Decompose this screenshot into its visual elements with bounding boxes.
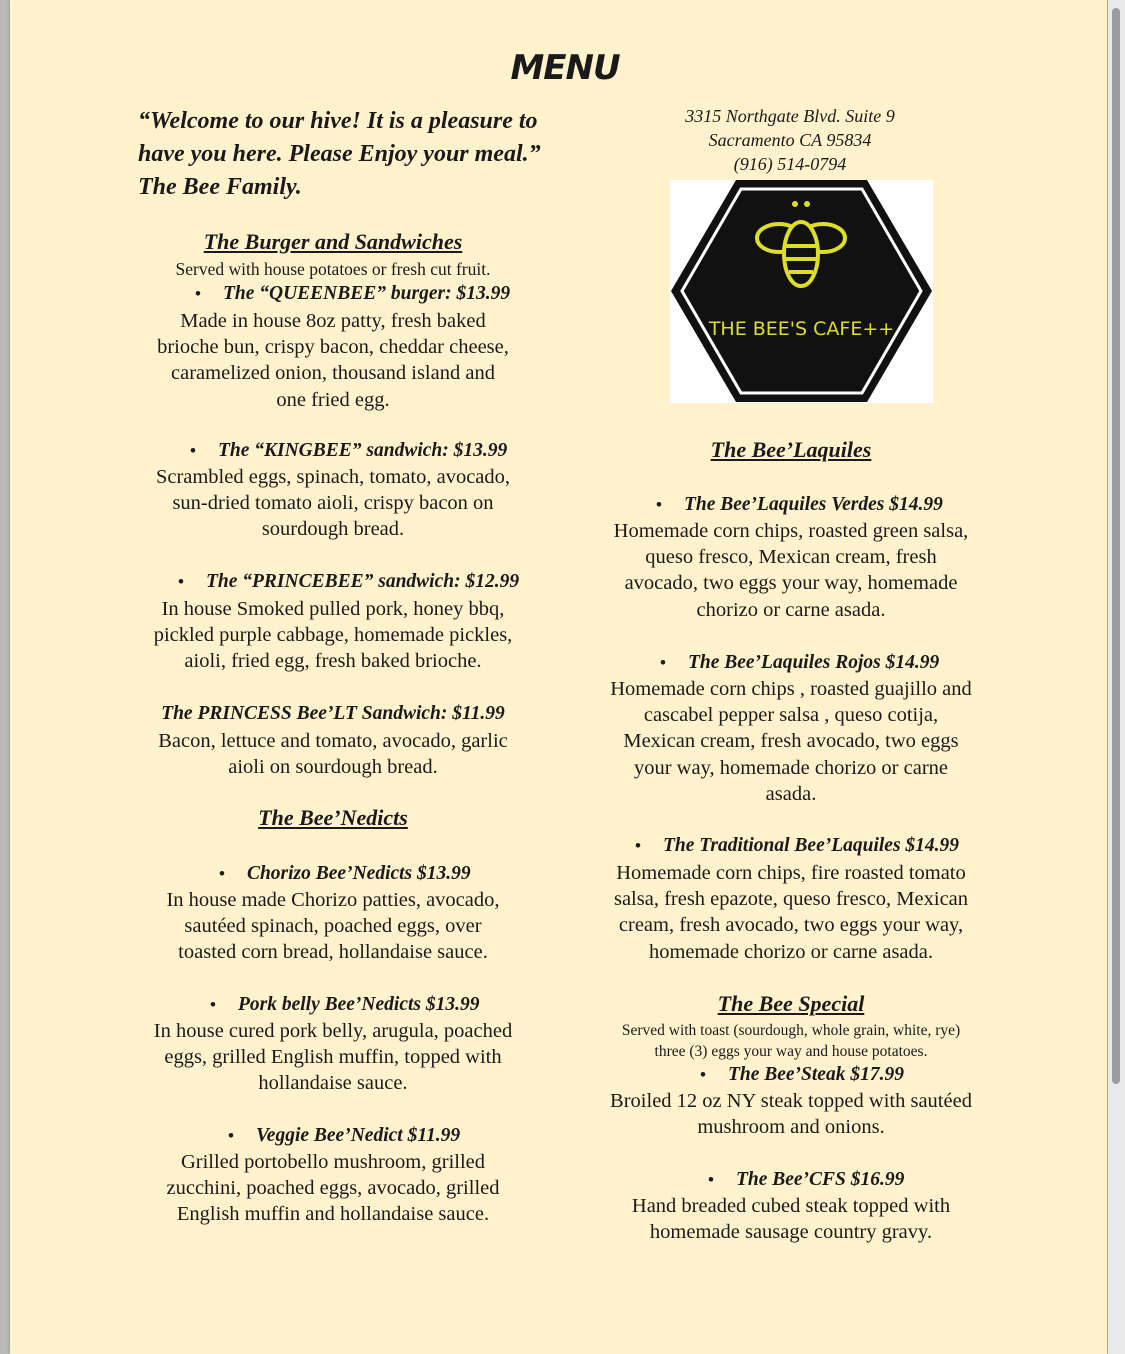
section-note-special <box>571 1020 1011 1062</box>
menu-item-description <box>571 1088 1011 1140</box>
menu-item-description <box>571 518 1011 623</box>
menu-item-description <box>118 1018 548 1097</box>
description-line: Homemade corn chips, roasted green salsa, <box>613 520 969 542</box>
description-line: asada. <box>765 782 817 805</box>
welcome-line: “Welcome to our hive! It is a pleasure to <box>138 108 538 134</box>
note-line: three (3) eggs your way and house potatoes. <box>654 1043 928 1060</box>
address-phone: (916) 514-0794 <box>733 154 847 174</box>
description-line: eggs, grilled English muffin, topped with <box>164 1046 502 1069</box>
description-line: caramelized onion, thousand island and <box>171 362 495 385</box>
menu-page <box>10 0 1107 1354</box>
description-line: aioli on sourdough bread. <box>228 756 438 779</box>
menu-item-bee-cfs <box>708 1169 904 1191</box>
description-line: Homemade corn chips, fire roasted tomato <box>616 862 966 884</box>
description-line: Broiled 12 oz NY steak topped with sautéed <box>610 1090 972 1112</box>
description-line: sautéed spinach, poached eggs, over <box>184 915 482 938</box>
menu-item-description <box>118 1149 548 1228</box>
description-line: mushroom and onions. <box>697 1116 885 1139</box>
description-line: avocado, two eggs your way, homemade <box>624 572 958 595</box>
description-line: Bacon, lettuce and tomato, avocado, garlic <box>158 730 508 752</box>
menu-item-name: The “QUEENBEE” burger: $13.99 <box>222 283 511 304</box>
menu-item-description <box>118 308 548 413</box>
menu-item-name: The Bee’Laquiles Rojos $14.99 <box>687 652 940 673</box>
section-title-special: The Bee Special <box>717 991 865 1016</box>
description-line: hollandaise sauce. <box>258 1072 408 1095</box>
menu-item-description <box>118 464 548 543</box>
menu-item-description <box>571 1193 1011 1245</box>
description-line: English muffin and hollandaise sauce. <box>176 1203 490 1226</box>
section-note-burgers: Served with house potatoes or fresh cut fruit. <box>175 259 491 279</box>
bullet-icon: • <box>219 864 225 883</box>
menu-item-laquiles-rojos <box>660 652 939 674</box>
address-block <box>640 104 940 176</box>
menu-item-laquiles-traditional <box>635 835 959 857</box>
description-line: Homemade corn chips , roasted guajillo and <box>610 678 972 700</box>
description-line: cascabel pepper salsa , queso cotija, <box>643 704 939 727</box>
menu-item-name: Veggie Bee’Nedict $11.99 <box>255 1125 461 1146</box>
menu-item-name: The Bee’Laquiles Verdes $14.99 <box>683 494 943 515</box>
section-title-burgers: The Burger and Sandwiches <box>203 229 463 254</box>
menu-item-bee-steak <box>700 1064 904 1086</box>
logo-text: THE BEE'S CAFE++ <box>708 318 895 340</box>
description-line: In house cured pork belly, arugula, poached <box>153 1020 513 1042</box>
welcome-message <box>138 105 578 204</box>
vertical-scrollbar[interactable] <box>1108 0 1125 1354</box>
bullet-icon: • <box>195 284 201 303</box>
description-line: sun-dried tomato aioli, crispy bacon on <box>172 492 494 515</box>
menu-item-name: The “PRINCEBEE” sandwich: $12.99 <box>205 571 520 592</box>
address-city: Sacramento CA 95834 <box>708 130 872 150</box>
description-line: zucchini, poached eggs, avocado, grilled <box>166 1177 500 1200</box>
menu-item-laquiles-verdes <box>656 494 943 516</box>
menu-item-description <box>118 887 548 966</box>
menu-item-name: The Bee’CFS $16.99 <box>735 1169 905 1190</box>
description-line: your way, homemade chorizo or carne <box>633 756 948 779</box>
bullet-icon: • <box>708 1170 714 1189</box>
description-line: Hand breaded cubed steak topped with <box>631 1195 951 1217</box>
menu-item-princebee <box>178 571 519 593</box>
bullet-icon: • <box>178 572 184 591</box>
description-line: pickled purple cabbage, homemade pickles, <box>153 624 513 647</box>
bullet-icon: • <box>210 995 216 1014</box>
menu-item-name: The Traditional Bee’Laquiles $14.99 <box>662 835 960 856</box>
bee-icon <box>751 196 851 296</box>
description-line: queso fresco, Mexican cream, fresh <box>645 546 937 569</box>
welcome-line: have you here. Please Enjoy your meal.” <box>138 141 541 167</box>
welcome-signature: The Bee Family. <box>138 174 302 200</box>
menu-item-chorizo-benedict <box>219 863 471 885</box>
menu-item-veggie-benedict <box>228 1125 460 1147</box>
menu-item-kingbee <box>190 440 507 462</box>
description-line: aioli, fried egg, fresh baked brioche. <box>184 650 482 673</box>
description-line: homemade sausage country gravy. <box>649 1221 933 1244</box>
menu-item-description <box>571 860 1011 965</box>
description-line: Mexican cream, fresh avocado, two eggs <box>623 730 959 753</box>
page-title: MENU <box>510 48 620 88</box>
cafe-logo <box>670 180 933 403</box>
menu-item-description <box>118 596 548 675</box>
description-line: one fried egg. <box>276 388 390 411</box>
description-line: sourdough bread. <box>261 518 405 541</box>
bullet-icon: • <box>656 495 662 514</box>
menu-item-name: The Bee’Steak $17.99 <box>727 1064 904 1085</box>
description-line: toasted corn bread, hollandaise sauce. <box>178 941 488 964</box>
bullet-icon: • <box>635 836 641 855</box>
menu-item-description <box>118 728 548 780</box>
menu-item-princess: The PRINCESS Bee’LT Sandwich: $11.99 <box>161 703 505 724</box>
bullet-icon: • <box>700 1065 706 1084</box>
description-line: homemade chorizo or carne asada. <box>648 940 933 963</box>
menu-item-name: Pork belly Bee’Nedicts $13.99 <box>237 994 480 1015</box>
description-line: In house made Chorizo patties, avocado, <box>166 889 500 911</box>
bullet-icon: • <box>228 1126 234 1145</box>
description-line: In house Smoked pulled pork, honey bbq, <box>161 598 505 620</box>
description-line: Made in house 8oz patty, fresh baked <box>180 310 486 332</box>
menu-item-queenbee <box>195 283 510 305</box>
menu-item-description <box>571 676 1011 807</box>
address-street: 3315 Northgate Blvd. Suite 9 <box>685 106 895 126</box>
section-title-laquiles: The Bee’Laquiles <box>710 437 872 462</box>
description-line: brioche bun, crispy bacon, cheddar cheese, <box>157 336 509 359</box>
note-line: Served with toast (sourdough, whole grain, white, rye) <box>621 1022 961 1039</box>
description-line: chorizo or carne asada. <box>696 598 886 621</box>
menu-item-name: The “KINGBEE” sandwich: $13.99 <box>217 440 508 461</box>
description-line: salsa, fresh epazote, queso fresco, Mexican <box>613 888 969 911</box>
description-line: Scrambled eggs, spinach, tomato, avocado, <box>155 466 511 488</box>
bullet-icon: • <box>190 441 196 460</box>
description-line: Grilled portobello mushroom, grilled <box>180 1151 486 1173</box>
menu-item-pork-belly-benedict <box>210 994 479 1016</box>
bullet-icon: • <box>660 653 666 672</box>
description-line: cream, fresh avocado, two eggs your way, <box>618 914 964 937</box>
menu-item-name: Chorizo Bee’Nedicts $13.99 <box>246 863 471 884</box>
scrollbar-thumb[interactable] <box>1112 8 1120 1084</box>
section-title-benedicts: The Bee’Nedicts <box>258 805 408 830</box>
